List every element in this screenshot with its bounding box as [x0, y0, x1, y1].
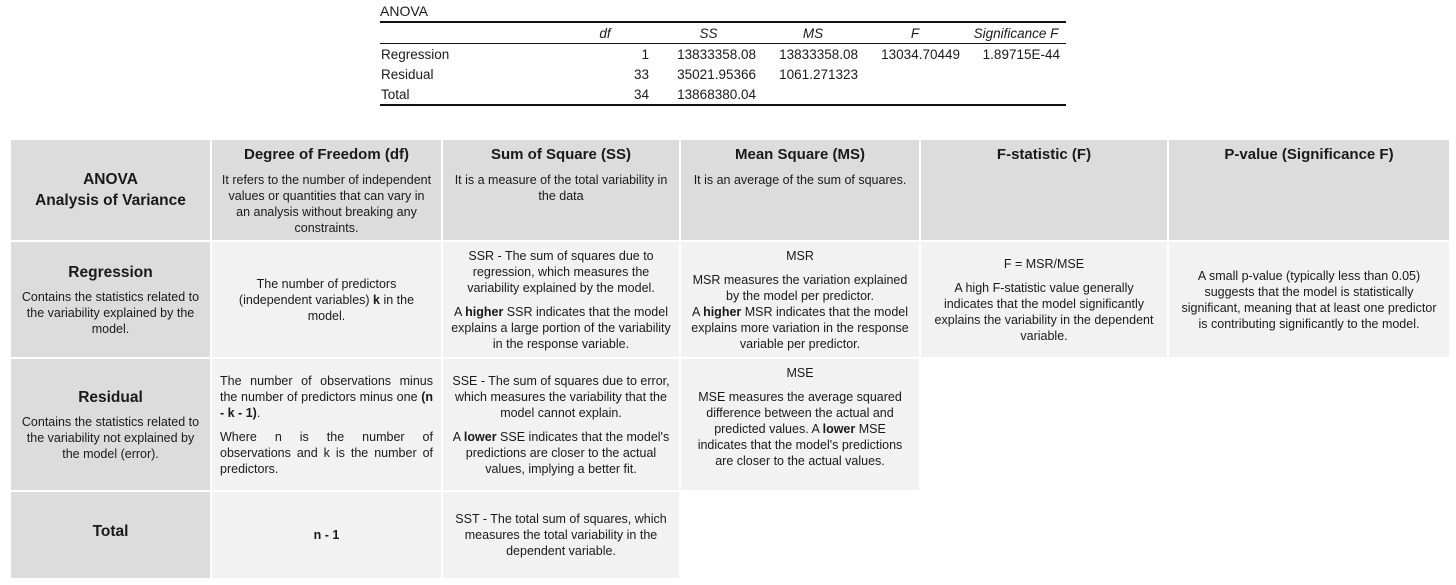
- row-title: Regression: [68, 263, 153, 281]
- text-part: SSE indicates that the model's predictions are closer to the actual values, implying a better fit.: [465, 429, 670, 476]
- cell-df: 34: [555, 84, 655, 105]
- emphasis: lower: [822, 422, 856, 436]
- anova-output-grid: [380, 21, 1066, 106]
- residual-ss-definition: SSE - The sum of squares due to error, which measures the variability that the model cannot explain.: [452, 373, 670, 420]
- cell-sig: 1.89715E-44: [982, 46, 1060, 62]
- cell-df: 33: [633, 66, 649, 82]
- cell-sig: [966, 84, 1066, 105]
- residual-ms-cell: [681, 359, 919, 490]
- column-description: It is an average of the sum of squares.: [693, 173, 907, 187]
- total-ss-cell: [443, 492, 679, 578]
- column-header-ms: [681, 140, 919, 240]
- cell-f: 13034.70449: [881, 46, 960, 62]
- text-part: The number of predictors (independent variables): [238, 276, 397, 307]
- residual-ss-note: [451, 429, 671, 477]
- cell-ss: 13868380.04: [655, 84, 762, 105]
- emphasis: (n - k - 1): [220, 389, 433, 420]
- header-ss: SS: [655, 22, 762, 44]
- residual-ss-cell: [443, 359, 679, 490]
- column-header-df: [212, 140, 441, 240]
- residual-df-note: Where n is the number of observations and k is the number of predictors.: [220, 429, 433, 476]
- anova-output-table: [380, 2, 1066, 106]
- regression-ms-note: [689, 304, 911, 352]
- cell-ss: 35021.95366: [677, 66, 756, 82]
- column-description: It refers to the number of independent values or quantities that can vary in an analysis without breaking any constraints.: [221, 173, 432, 235]
- regression-f-cell: [921, 242, 1167, 357]
- row-header-regression: [11, 242, 210, 357]
- explain-row-residual: [11, 359, 1449, 490]
- f-formula: F = MSR/MSE: [1003, 256, 1085, 271]
- header-significance-f: Significance F: [966, 22, 1066, 44]
- total-df-formula: n - 1: [313, 528, 340, 542]
- text-part: MSR indicates that the model explains more variation in the response variable per predictor.: [691, 304, 909, 351]
- corner-title: ANOVA: [83, 171, 138, 188]
- empty-cell: [681, 492, 919, 578]
- anova-output-header-row: [380, 22, 1066, 44]
- column-header-ss: [443, 140, 679, 240]
- text-part: .: [256, 405, 261, 420]
- column-header-f: [921, 140, 1167, 240]
- explain-row-total: [11, 492, 1449, 578]
- regression-ms-definition: MSR measures the variation explained by the model per predictor.: [692, 272, 908, 303]
- text-part: in the model.: [307, 292, 415, 323]
- row-description: Contains the statistics related to the variability not explained by the model (error).: [21, 414, 200, 461]
- text-part: The number of observations minus the number of predictors minus one: [220, 373, 433, 404]
- empty-cell: [921, 492, 1167, 578]
- row-label: Total: [380, 84, 555, 105]
- empty-cell: [1169, 492, 1449, 578]
- cell-f: [864, 84, 966, 105]
- f-description: A high F-statistic value generally indicates that the model significantly explains the variability in the dependent variable.: [934, 280, 1154, 343]
- anova-explanation-table: [9, 138, 1451, 580]
- row-label: Residual: [381, 66, 434, 82]
- header-f: F: [864, 22, 966, 44]
- cell-df: 1: [641, 46, 649, 62]
- regression-ms-title: MSR: [786, 248, 814, 263]
- p-value-description: A small p-value (typically less than 0.05) suggests that the model is statistically significant, meaning that at least one predictor is contributing significantly to the model.: [1181, 268, 1437, 331]
- total-ss-definition: SST - The total sum of squares, which measures the total variability in the dependent variable.: [455, 512, 667, 558]
- cell-sig: [966, 64, 1066, 84]
- column-title: Mean Square (MS): [734, 146, 866, 163]
- column-title: P-value (Significance F): [1224, 146, 1394, 163]
- cell-ms: [762, 84, 864, 105]
- row-description: Contains the statistics related to the variability explained by the model.: [21, 289, 200, 336]
- header-blank: [380, 22, 555, 44]
- table-row: [380, 64, 1066, 84]
- emphasis: k: [373, 292, 380, 307]
- text-part: MSE measures the average squared difference between the actual and predicted values. A: [698, 390, 902, 436]
- regression-df-text: [220, 276, 433, 324]
- emphasis: higher: [465, 304, 504, 319]
- table-row: [380, 44, 1066, 65]
- regression-ss-definition: SSR - The sum of squares due to regression, which measures the variability explained by the model.: [467, 248, 655, 295]
- residual-ms-definition: [689, 389, 911, 469]
- explain-row-regression: [11, 242, 1449, 357]
- anova-output-title: ANOVA: [380, 3, 428, 19]
- explain-header-row: [11, 140, 1449, 240]
- row-title: Residual: [78, 388, 143, 406]
- cell-ms: 13833358.08: [779, 46, 858, 62]
- regression-ss-cell: [443, 242, 679, 357]
- cell-f: [864, 64, 966, 84]
- row-title: Total: [92, 523, 129, 540]
- empty-cell: [1169, 359, 1449, 490]
- column-title: F-statistic (F): [996, 146, 1092, 163]
- regression-ss-note: [451, 304, 671, 352]
- total-df-cell: [212, 492, 441, 578]
- regression-ms-cell: [681, 242, 919, 357]
- text-part: A: [691, 304, 704, 319]
- text-part: SSR indicates that the model explains a large portion of the variability in the response variable.: [451, 304, 671, 351]
- regression-p-cell: [1169, 242, 1449, 357]
- row-label: Regression: [381, 46, 450, 62]
- emphasis: lower: [463, 429, 497, 444]
- table-row: [380, 84, 1066, 105]
- cell-ss: 13833358.08: [677, 46, 756, 62]
- header-df: df: [555, 22, 655, 44]
- residual-ms-title: MSE: [786, 366, 814, 380]
- text-part: A: [453, 304, 466, 319]
- residual-df-definition: [220, 373, 433, 421]
- text-part: A: [452, 429, 464, 444]
- corner-cell: [11, 140, 210, 240]
- emphasis: higher: [703, 304, 742, 319]
- row-header-total: [11, 492, 210, 578]
- empty-cell: [921, 359, 1167, 490]
- column-title: Sum of Square (SS): [490, 146, 632, 163]
- header-ms: MS: [762, 22, 864, 44]
- row-header-residual: [11, 359, 210, 490]
- cell-ms: 1061.271323: [779, 66, 858, 82]
- residual-df-cell: [212, 359, 441, 490]
- text-part: MSE indicates that the model's predictions are closer to the actual values.: [697, 422, 903, 468]
- column-description: It is a measure of the total variability in the data: [454, 173, 668, 203]
- corner-subtitle: Analysis of Variance: [35, 192, 186, 209]
- column-title: Degree of Freedom (df): [243, 146, 409, 163]
- column-header-p: [1169, 140, 1449, 240]
- regression-df-cell: [212, 242, 441, 357]
